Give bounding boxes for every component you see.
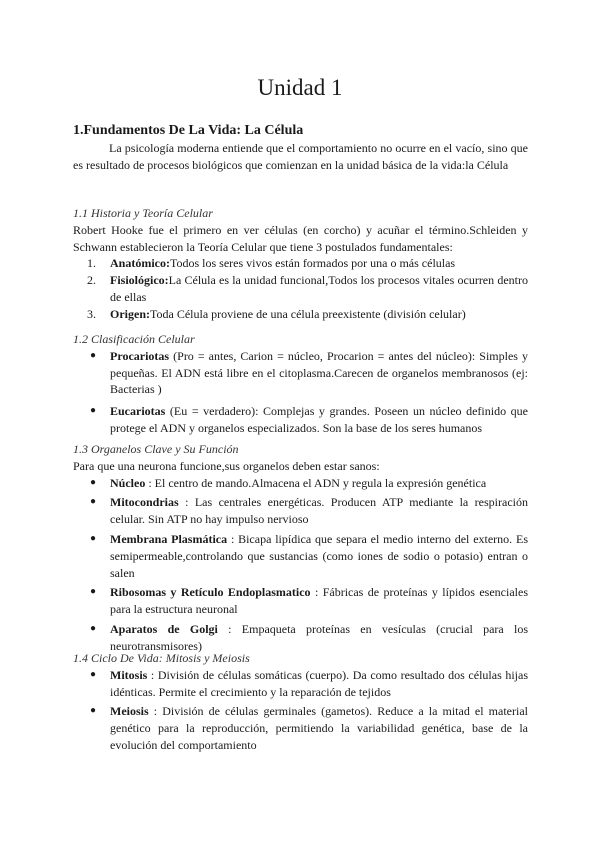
subsection-historia	[73, 205, 528, 323]
list-text: : Bicapa lipídica que separa el medio interno del externo. Es semipermeable,controlando que sustancias (como iones de sodio o potasio) entran o salen	[110, 531, 528, 580]
list-text: : Las centrales energéticas. Producen ATP mediante la respiración celular. Sin ATP no hay impulso nervioso	[110, 495, 528, 527]
section-intro-paragraph: La psicología moderna entiende que el comportamiento no ocurre en el vacío, sino que es resultado de procesos biológicos que comienzan en la unidad básica de la vida:la Célula	[73, 141, 528, 172]
subsection-intro-paragraph: Para que una neurona funcione,sus organelos deben estar sanos:	[73, 458, 380, 473]
list-item	[73, 667, 528, 701]
list-number: 2.	[87, 273, 96, 288]
subsection-organelos	[73, 441, 528, 655]
list-item	[73, 703, 528, 753]
list-term: Anatómico:	[110, 256, 170, 271]
list-text: La Célula es la unidad funcional,Todos los procesos vitales ocurren dentro de ellas	[110, 273, 528, 304]
list-term: Mitocondrias	[110, 495, 179, 510]
list-item	[73, 494, 528, 528]
list-term: Núcleo	[110, 475, 146, 490]
list-item	[73, 255, 528, 272]
section-heading: 1.Fundamentos De La Vida: La Célula	[73, 123, 304, 138]
bullet-icon: ●	[90, 668, 97, 680]
list-text: : Fábricas de proteínas y lípidos esenciales para la estructura neuronal	[110, 585, 528, 617]
list-text: : División de células germinales (gametos). Reduce a la mitad el material genético para la reproducción, permitiendo la variabilidad genética, base de la evolución del comportamiento	[110, 704, 528, 752]
list-term: Ribosomas y Retículo Endoplasmatico	[110, 585, 311, 600]
subsection-heading: 1.1 Historia y Teoría Celular	[73, 206, 213, 220]
bullet-icon: ●	[90, 586, 97, 598]
bullet-icon: ●	[90, 476, 97, 488]
list-term: Procariotas	[110, 348, 170, 363]
subsection-heading: 1.3 Organelos Clave y Su Función	[73, 442, 239, 456]
subsection-heading: 1.2 Clasificación Celular	[73, 332, 195, 346]
list-text: : El centro de mando.Almacena el ADN y regula la expresión genética	[145, 475, 487, 490]
list-term: Meiosis	[110, 704, 149, 719]
list-number: 3.	[87, 306, 96, 321]
list-item	[73, 531, 528, 581]
subsection-clasificacion	[73, 331, 528, 437]
list-text: Todos los seres vivos están formados por una o más células	[170, 256, 456, 271]
bullet-icon: ●	[90, 405, 97, 417]
list-text: : Empaqueta proteínas en vesículas (crucial para los neurotransmisores)	[110, 621, 528, 653]
list-term: Mitosis	[110, 667, 148, 682]
list-term: Membrana Plasmática	[110, 531, 228, 546]
bullet-icon: ●	[90, 349, 97, 361]
list-item	[73, 348, 528, 398]
list-term: Eucariotas	[110, 404, 166, 419]
subsection-intro-paragraph: Robert Hooke fue el primero en ver células (en corcho) y acuñar el término.Schleiden y Schwann establecieron la Teoría Celular que tiene 3 postulados fundamentales:	[73, 222, 528, 254]
bullet-icon: ●	[90, 532, 97, 544]
subsection-heading: 1.4 Ciclo De Vida: Mitosis y Meiosis	[73, 651, 250, 665]
list-item	[73, 584, 528, 618]
subsection-ciclo	[73, 650, 528, 754]
list-text: (Pro = antes, Carion = núcleo, Procarion = antes del núcleo): Simples y pequeñas. El ADN está libre en el citoplasma.Carecen de organelos membranosos (ej: Bacterias )	[110, 348, 528, 397]
list-item	[73, 403, 528, 437]
list-term: Origen:	[110, 306, 150, 321]
page-title: Unidad 1	[257, 75, 343, 100]
list-item	[73, 306, 528, 323]
bullet-icon: ●	[90, 496, 97, 508]
list-text: (Eu = verdadero): Complejas y grandes. Poseen un núcleo definido que protege el ADN y organelos especializados. Son la base de los seres humanos	[110, 404, 528, 435]
section-fundamentos	[73, 122, 528, 174]
list-number: 1.	[87, 256, 96, 271]
bullet-icon: ●	[90, 622, 97, 634]
list-text: Toda Célula proviene de una célula preexistente (división celular)	[150, 306, 466, 321]
bullet-icon: ●	[90, 705, 97, 717]
list-term: Fisiológico:	[110, 273, 169, 288]
list-item	[73, 475, 528, 492]
list-item	[73, 272, 528, 306]
list-term: Aparatos de Golgi	[110, 621, 218, 636]
list-text: : División de células somáticas (cuerpo). Da como resultado dos células hijas idénticas. Permite el crecimiento y la reparación de tejidos	[110, 667, 528, 699]
